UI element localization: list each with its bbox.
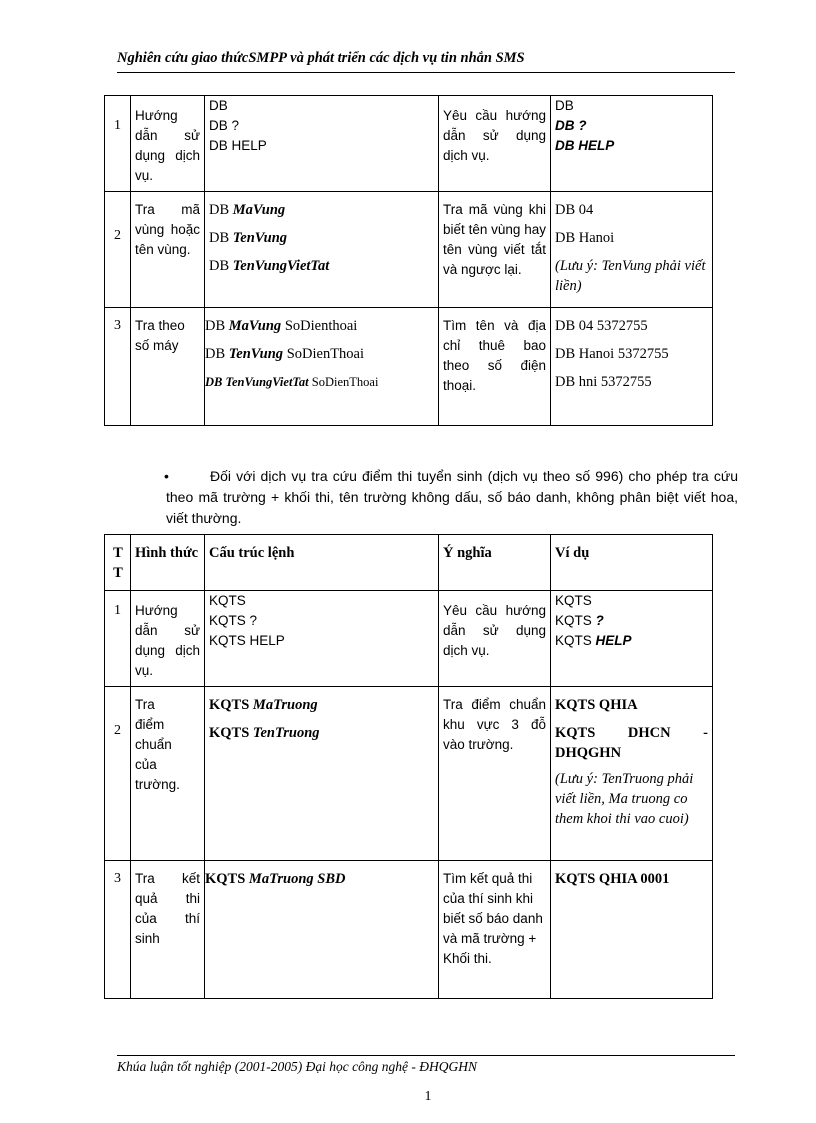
command-cell: DB MaVung DB TenVung DB TenVungVietTat bbox=[205, 192, 439, 308]
table-row bbox=[105, 192, 713, 308]
meaning-cell: Tra điểm chuẩn khu vực 3 đỗ vào trường. bbox=[439, 687, 551, 861]
example-cell: KQTS QHIA 0001 bbox=[551, 861, 713, 999]
table-kqts-commands bbox=[104, 534, 713, 999]
header-example: Ví dụ bbox=[551, 535, 713, 591]
row-number: 3 bbox=[105, 308, 131, 426]
form-cell: Tra điểm chuẩn của trường. bbox=[131, 687, 205, 861]
table-row bbox=[105, 861, 713, 999]
command-cell: DB MaVung SoDienthoai DB TenVung SoDienThoai DB TenVungVietTat SoDienThoai bbox=[205, 308, 439, 426]
bullet-paragraph bbox=[166, 466, 738, 529]
example-cell: KQTS KQTS ? KQTS HELP bbox=[551, 591, 713, 687]
header-form: Hình thức bbox=[131, 535, 205, 591]
table-header-row bbox=[105, 535, 713, 591]
header-tt: TT bbox=[105, 535, 131, 591]
footer-rule bbox=[117, 1055, 735, 1056]
meaning-cell: Tìm tên và địa chỉ thuê bao theo số điện thoại. bbox=[439, 308, 551, 426]
table-row bbox=[105, 687, 713, 861]
header-command: Cấu trúc lệnh bbox=[205, 535, 439, 591]
row-number: 2 bbox=[105, 192, 131, 308]
row-number: 3 bbox=[105, 861, 131, 999]
form-cell: Tra theo số máy bbox=[131, 308, 205, 426]
command-cell: DB DB ? DB HELP bbox=[205, 96, 439, 192]
table-row bbox=[105, 591, 713, 687]
table-row bbox=[105, 308, 713, 426]
example-cell: DB 04 5372755 DB Hanoi 5372755 DB hni 5372755 bbox=[551, 308, 713, 426]
meaning-cell: Tìm kết quả thi của thí sinh khi biết số báo danh và mã trường + Khối thi. bbox=[439, 861, 551, 999]
bullet-text: Đối với dịch vụ tra cứu điểm thi tuyển sinh (dịch vụ theo số 996) cho phép tra cứu theo mã trường + khối thi, tên trường không dấu, số báo danh, không phân biệt viết hoa, viết thường. bbox=[166, 468, 738, 526]
header-meaning: Ý nghĩa bbox=[439, 535, 551, 591]
bullet-symbol: • bbox=[164, 468, 169, 484]
row-number: 2 bbox=[105, 687, 131, 861]
row-number: 1 bbox=[105, 96, 131, 192]
example-cell: DB DB ? DB HELP bbox=[551, 96, 713, 192]
form-cell: Hướng dẫn sử dụng dịch vụ. bbox=[131, 591, 205, 687]
row-number: 1 bbox=[105, 591, 131, 687]
meaning-cell: Tra mã vùng khi biết tên vùng hay tên vùng viết tắt và ngược lại. bbox=[439, 192, 551, 308]
example-cell: KQTS QHIA KQTS DHCN - DHQGHN (Lưu ý: TenTruong phải viết liền, Ma truong co them khoi thi vao cuoi) bbox=[551, 687, 713, 861]
table-db-commands bbox=[104, 95, 713, 426]
page-number: 1 bbox=[424, 1089, 432, 1104]
example-cell: DB 04 DB Hanoi (Lưu ý: TenVung phải viết liền) bbox=[551, 192, 713, 308]
form-cell: Tra kết quả thi của thí sinh bbox=[131, 861, 205, 999]
meaning-cell: Yêu cầu hướng dẫn sử dụng dịch vụ. bbox=[439, 96, 551, 192]
command-cell: KQTS MaTruong SBD bbox=[205, 861, 439, 999]
table-row bbox=[105, 96, 713, 192]
command-cell: KQTS KQTS ? KQTS HELP bbox=[205, 591, 439, 687]
form-cell: Hướng dẫn sử dụng dịch vụ. bbox=[131, 96, 205, 192]
header-rule bbox=[117, 72, 735, 73]
command-cell: KQTS MaTruong KQTS TenTruong bbox=[205, 687, 439, 861]
meaning-cell: Yêu cầu hướng dẫn sử dụng dịch vụ. bbox=[439, 591, 551, 687]
page-header: Nghiên cứu giao thứcSMPP và phát triển các dịch vụ tin nhắn SMS bbox=[117, 50, 525, 66]
form-cell: Tra mã vùng hoặc tên vùng. bbox=[131, 192, 205, 308]
page-footer: Khúa luận tốt nghiệp (2001-2005) Đại học công nghệ - ĐHQGHN bbox=[117, 1059, 477, 1074]
